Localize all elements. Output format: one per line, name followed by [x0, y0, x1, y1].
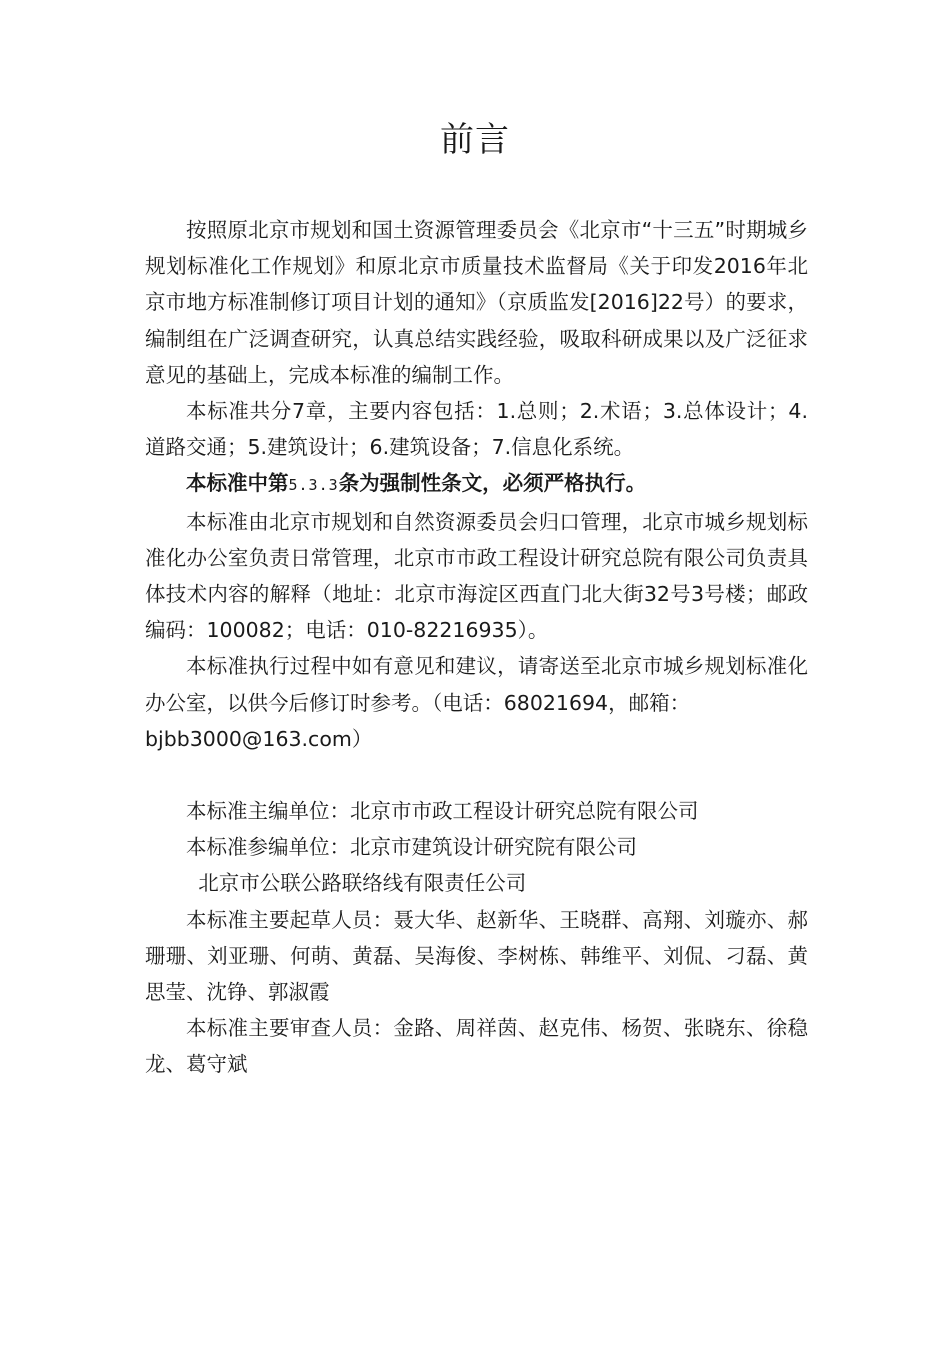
mandatory-suffix: 条为强制性条文，必须严格执行。 [338, 471, 647, 496]
main-drafters: 本标准主要起草人员：聂大华、赵新华、王晓群、高翔、刘璇亦、郝珊珊、刘亚珊、何萌、黄磊、吴海俊、李树栋、韩维平、刘侃、刁磊、黄思莹、沈铮、郭淑霞 [145, 907, 808, 1005]
main-reviewers: 本标准主要审查人员：金路、周祥茵、赵克伟、杨贺、张晓东、徐稳龙、葛守斌 [145, 1016, 808, 1077]
mandatory-clause-number: 5.3.3 [288, 476, 339, 495]
preface-body [145, 212, 808, 1083]
paragraph-background: 按照原北京市规划和国土资源管理委员会《北京市“十三五”时期城乡规划标准化工作规划》和原北京市质量技术监督局《关于印发2016年北京市地方标准制修订项目计划的通知》（京质监发[2016]22号）的要求，编制组在广泛调查研究，认真总结实践经验，吸取科研成果以及广泛征求意见的基础上，完成本标准的编制工作。 [145, 218, 808, 387]
page-title: 前言 [440, 120, 510, 160]
paragraph-chapters: 本标准共分7章，主要内容包括：1.总则；2.术语；3.总体设计；4.道路交通；5.建筑设计；6.建筑设备；7.信息化系统。 [145, 399, 808, 460]
chief-editor-unit: 本标准主编单位：北京市市政工程设计研究总院有限公司 [186, 799, 699, 824]
paragraph-management: 本标准由北京市规划和自然资源委员会归口管理，北京市城乡规划标准化办公室负责日常管理，北京市市政工程设计研究总院有限公司负责具体技术内容的解释（地址：北京市海淀区西直门北大街32号3号楼；邮政编码：100082；电话：010-82216935）。 [145, 509, 808, 643]
section-gap [145, 757, 808, 793]
feedback-email: bjbb3000@163.com） [145, 726, 373, 751]
participating-unit: 本标准参编单位：北京市建筑设计研究院有限公司 [186, 835, 637, 860]
participating-unit-2: 北京市公联公路联络线有限责任公司 [198, 871, 527, 896]
paragraph-feedback: 本标准执行过程中如有意见和建议，请寄送至北京市城乡规划标准化办公室，以供今后修订时参考。（电话：68021694，邮箱： [145, 654, 808, 715]
paragraph-mandatory-clause [145, 465, 808, 503]
mandatory-prefix: 本标准中第 [186, 471, 289, 496]
